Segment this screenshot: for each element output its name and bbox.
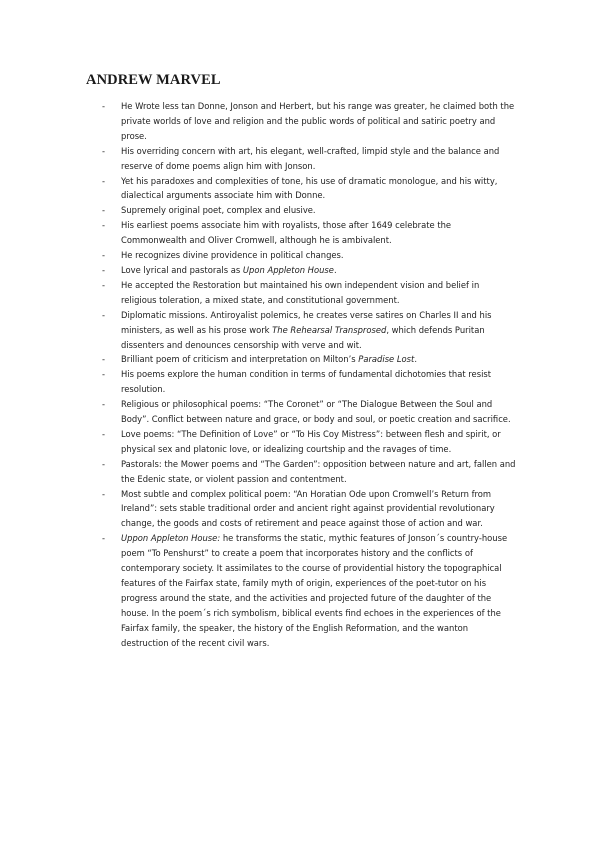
bullet-text: . [414,354,417,365]
bullet-text: , which defends Puritan dissenters and denounces censorship with verve and wit. [121,324,485,350]
bullet-item [0,427,516,457]
bullet-item [0,218,516,248]
italic-title-text: Paradise Lost [358,354,415,365]
bullet-item [0,397,516,427]
bullet-item [0,203,516,218]
bullet-marker: - [102,279,106,290]
bullet-marker: - [102,369,106,380]
bullet-item [0,487,516,532]
bullet-marker: - [102,428,106,439]
document-title: ANDREW MARVEL [86,72,221,88]
bullet-marker: - [102,533,106,544]
bullet-marker: - [102,250,106,261]
bullet-item [0,352,516,367]
bullet-item [0,144,516,174]
bullet-marker: - [102,354,106,365]
bullet-marker: - [102,220,106,231]
bullet-marker: - [102,205,106,216]
bullet-marker: - [102,175,106,186]
bullet-text: Yet his paradoxes and complexities of tone, his use of dramatic monologue, and his witty, dialectical arguments associate him with Donne. [121,175,498,201]
italic-title-text: The Rehearsal Transprosed [272,324,387,335]
bullet-item [0,367,516,397]
bullet-list [0,99,599,651]
bullet-item [0,457,516,487]
bullet-item [0,99,516,144]
bullet-marker: - [102,145,106,156]
bullet-item [0,531,516,650]
bullet-text: Supremely original poet, complex and elusive. [121,205,316,216]
bullet-text: His earliest poems associate him with royalists, those after 1649 celebrate the Commonwealth and Oliver Cromwell, although he is ambivalent. [121,220,452,246]
bullet-text: His overriding concern with art, his elegant, well-crafted, limpid style and the balance and reserve of dome poems align him with Jonson. [121,145,500,171]
bullet-item [0,308,516,353]
bullet-marker: - [102,488,106,499]
bullet-text: he transforms the static, mythic features of Jonson´s country-house poem “To Penshurst” to create a poem that incorporates history and the conflicts of contemporary society. It assimilates to the course of providential history the topographical features of the Fairfax state, family myth of origin, experiences of the poet-tutor on his progress around the state, and the activities and projected future of the daughter of the house. In the poem´s rich symbolism, biblical events find echoes in the experiences of the Fairfax family, the speaker, the history of the English Reformation, and the wanton destruction of the recent civil wars. [121,533,508,648]
bullet-text: Love poems: “The Definition of Love” or “To His Coy Mistress”: between flesh and spirit, or physical sex and platonic love, or idealizing courtship and the ravages of time. [121,428,501,454]
bullet-text: . [333,264,337,275]
bullet-marker: - [102,309,106,320]
bullet-text: Religious or philosophical poems: “The Coronet” or “The Dialogue Between the Soul and Body”. Conflict between nature and grace, or body and soul, or poetic creation and sacrifice. [121,399,511,425]
bullet-text: Brilliant poem of criticism and interpretation on Milton’s [121,354,359,365]
bullet-item [0,263,516,278]
bullet-text: His poems explore the human condition in terms of fundamental dichotomies that resist resolution. [121,369,492,395]
bullet-text: He accepted the Restoration but maintained his own independent vision and belief in religious toleration, a mixed state, and constitutional government. [121,279,480,305]
italic-title-text: Uppon Appleton House: [121,533,221,544]
bullet-item [0,248,516,263]
bullet-text: Love lyrical and pastorals as [121,264,243,275]
bullet-text: Most subtle and complex political poem: “An Horatian Ode upon Cromwell’s Return from Ireland”: sets stable traditional order and ancient right against providential revolutionary change, the goods and costs of retirement and peace against those of action and war. [121,488,495,529]
bullet-marker: - [102,458,106,469]
bullet-marker: - [102,399,106,410]
bullet-text: He recognizes divine providence in political changes. [121,250,344,261]
bullet-item [0,174,516,204]
bullet-text: Pastorals: the Mower poems and “The Garden”: opposition between nature and art, fallen and the Edenic state, or violent passion and contentment. [121,458,516,484]
italic-title-text: Upon Appleton House [242,264,334,275]
bullet-text: Diplomatic missions. Antiroyalist polemics, he creates verse satires on Charles II and his ministers, as well as his prose work [121,309,492,335]
bullet-text: He Wrote less tan Donne, Jonson and Herbert, but his range was greater, he claimed both the private worlds of love and religion and the public words of political and satiric poetry and prose. [121,101,515,141]
bullet-marker: - [102,101,106,111]
bullet-item [0,278,516,308]
bullet-marker: - [102,264,106,275]
